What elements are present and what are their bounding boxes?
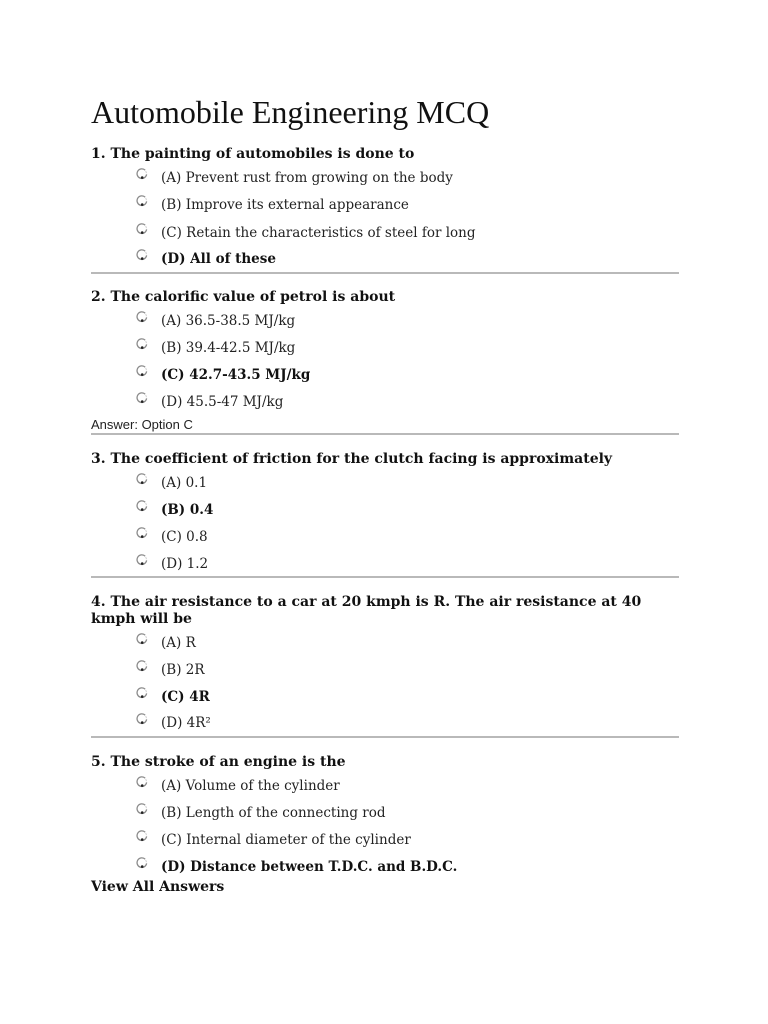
option-label: (A) R bbox=[161, 635, 196, 651]
radio-icon[interactable] bbox=[136, 365, 148, 377]
radio-icon[interactable] bbox=[136, 249, 148, 261]
question-text: 3. The coefficient of friction for the clutch facing is approximately bbox=[91, 451, 613, 467]
radio-icon[interactable] bbox=[136, 311, 148, 323]
option-label: (C) Retain the characteristics of steel for long bbox=[161, 225, 476, 241]
option-label: (B) 39.4-42.5 MJ/kg bbox=[161, 340, 296, 356]
option-label: (A) 0.1 bbox=[161, 475, 208, 491]
option-label: (A) 36.5-38.5 MJ/kg bbox=[161, 313, 296, 329]
question-5 bbox=[91, 754, 679, 875]
option-label: (D) 1.2 bbox=[161, 556, 209, 572]
question-text: 1. The painting of automobiles is done to bbox=[91, 146, 415, 162]
option-label-correct: (C) 42.7-43.5 MJ/kg bbox=[161, 367, 311, 383]
option-label: (C) Internal diameter of the cylinder bbox=[161, 832, 411, 848]
radio-icon[interactable] bbox=[136, 633, 148, 645]
radio-icon[interactable] bbox=[136, 660, 148, 672]
radio-icon[interactable] bbox=[136, 195, 148, 207]
option-label: (B) Improve its external appearance bbox=[161, 197, 409, 213]
question-text: 4. The air resistance to a car at 20 kmph is R. The air resistance at 40 kmph will be bbox=[91, 594, 642, 627]
question-1 bbox=[91, 146, 679, 267]
question-text: 2. The calorific value of petrol is about bbox=[91, 289, 396, 305]
option-label: (C) 0.8 bbox=[161, 529, 208, 545]
radio-icon[interactable] bbox=[136, 713, 148, 725]
radio-icon[interactable] bbox=[136, 527, 148, 539]
option-label: (B) Length of the connecting rod bbox=[161, 805, 386, 821]
radio-icon[interactable] bbox=[136, 776, 148, 788]
question-divider bbox=[91, 433, 679, 435]
option-label: (B) 2R bbox=[161, 662, 205, 678]
radio-icon[interactable] bbox=[136, 392, 148, 404]
radio-icon[interactable] bbox=[136, 168, 148, 180]
question-divider bbox=[91, 576, 679, 578]
view-all-answers-link[interactable]: View All Answers bbox=[91, 879, 225, 895]
question-divider bbox=[91, 272, 679, 274]
option-label-correct: (B) 0.4 bbox=[161, 502, 214, 518]
radio-icon[interactable] bbox=[136, 830, 148, 842]
radio-icon[interactable] bbox=[136, 500, 148, 512]
radio-icon[interactable] bbox=[136, 803, 148, 815]
option-label: (A) Prevent rust from growing on the body bbox=[161, 170, 453, 186]
question-divider bbox=[91, 736, 679, 738]
option-label-correct: (D) All of these bbox=[161, 251, 276, 267]
option-label: (D) 4R² bbox=[161, 715, 211, 731]
radio-icon[interactable] bbox=[136, 687, 148, 699]
answer-note: Answer: Option C bbox=[91, 417, 193, 432]
question-2 bbox=[91, 289, 679, 432]
option-label: (A) Volume of the cylinder bbox=[161, 778, 340, 794]
radio-icon[interactable] bbox=[136, 338, 148, 350]
page-title: Automobile Engineering MCQ bbox=[91, 94, 490, 130]
radio-icon[interactable] bbox=[136, 473, 148, 485]
radio-icon[interactable] bbox=[136, 223, 148, 235]
question-3 bbox=[91, 451, 679, 572]
question-4 bbox=[91, 594, 679, 731]
question-text: 5. The stroke of an engine is the bbox=[91, 754, 346, 770]
option-label: (D) 45.5-47 MJ/kg bbox=[161, 394, 284, 410]
option-label-correct: (C) 4R bbox=[161, 689, 210, 705]
radio-icon[interactable] bbox=[136, 554, 148, 566]
radio-icon[interactable] bbox=[136, 857, 148, 869]
option-label-correct: (D) Distance between T.D.C. and B.D.C. bbox=[161, 859, 458, 875]
